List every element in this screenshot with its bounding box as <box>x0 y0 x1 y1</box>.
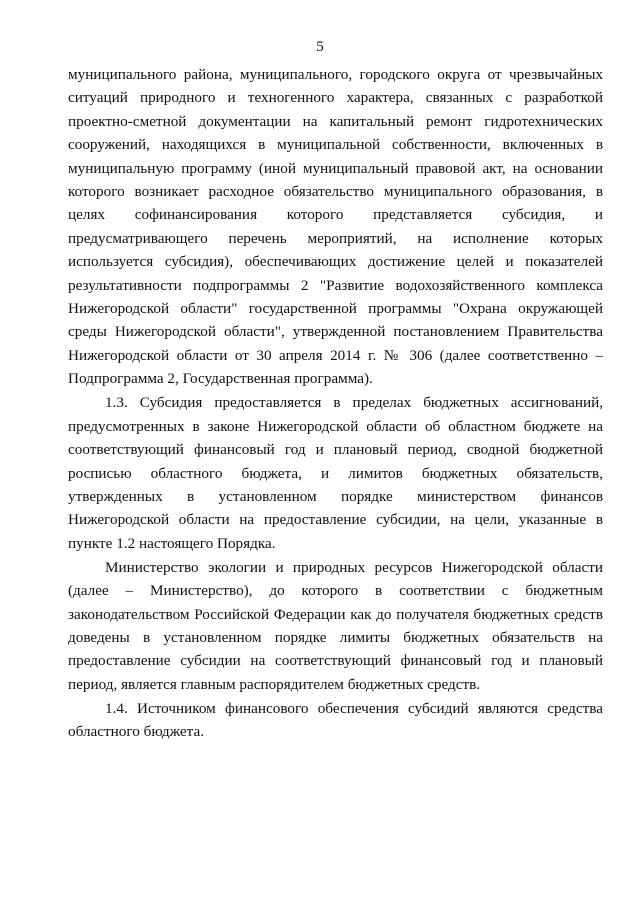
paragraph-continuation: муниципального района, муниципального, городского округа от чрезвычайных ситуаций природного и техногенного характера, связанных с разработкой проектно-сметной документации на капитальный ремонт гидротехнических сооружений, находящихся в муниципальной собственности, включенных в муниципальную программу (иной муниципальный правовой акт, на основании которого возникает расходное обязательство муниципального образования, в целях софинансирования которого представляется субсидия, и предусматривающего перечень мероприятий, на исполнение которых используется субсидия), обеспечивающих достижение целей и показателей результативности подпрограммы 2 "Развитие водохозяйственного комплекса Нижегородской области" государственной программы "Охрана окружающей среды Нижегородской области", утвержденной постановлением Правительства Нижегородской области от 30 апреля 2014 г. № 306 (далее соответственно – Подпрограмма 2, Государственная программа). <box>68 66 603 388</box>
paragraph-1-3: 1.3. Субсидия предоставляется в пределах бюджетных ассигнований, предусмотренных в законе Нижегородской области об областном бюджете на соответствующий финансовый год и плановый период, сводной бюджетной росписью областного бюджета, и лимитов бюджетных обязательств, утвержденных в установленном порядке министерством финансов Нижегородской области на предоставление субсидии, на цели, указанные в пункте 1.2 настоящего Порядка. <box>68 394 603 552</box>
paragraph-1-4: 1.4. Источником финансового обеспечения субсидий являются средства областного бюджета. <box>68 699 603 741</box>
document-body <box>68 63 603 744</box>
paragraph-ministry: Министерство экологии и природных ресурсов Нижегородской области (далее – Министерство), до которого в соответствии с бюджетным законодательством Российской Федерации как до получателя бюджетных средств доведены в установленном порядке лимиты бюджетных обязательств на предоставление субсидии на соответствующий финансовый год и плановый период, является главным распорядителем бюджетных средств. <box>68 558 603 693</box>
page-number: 5 <box>316 39 324 55</box>
